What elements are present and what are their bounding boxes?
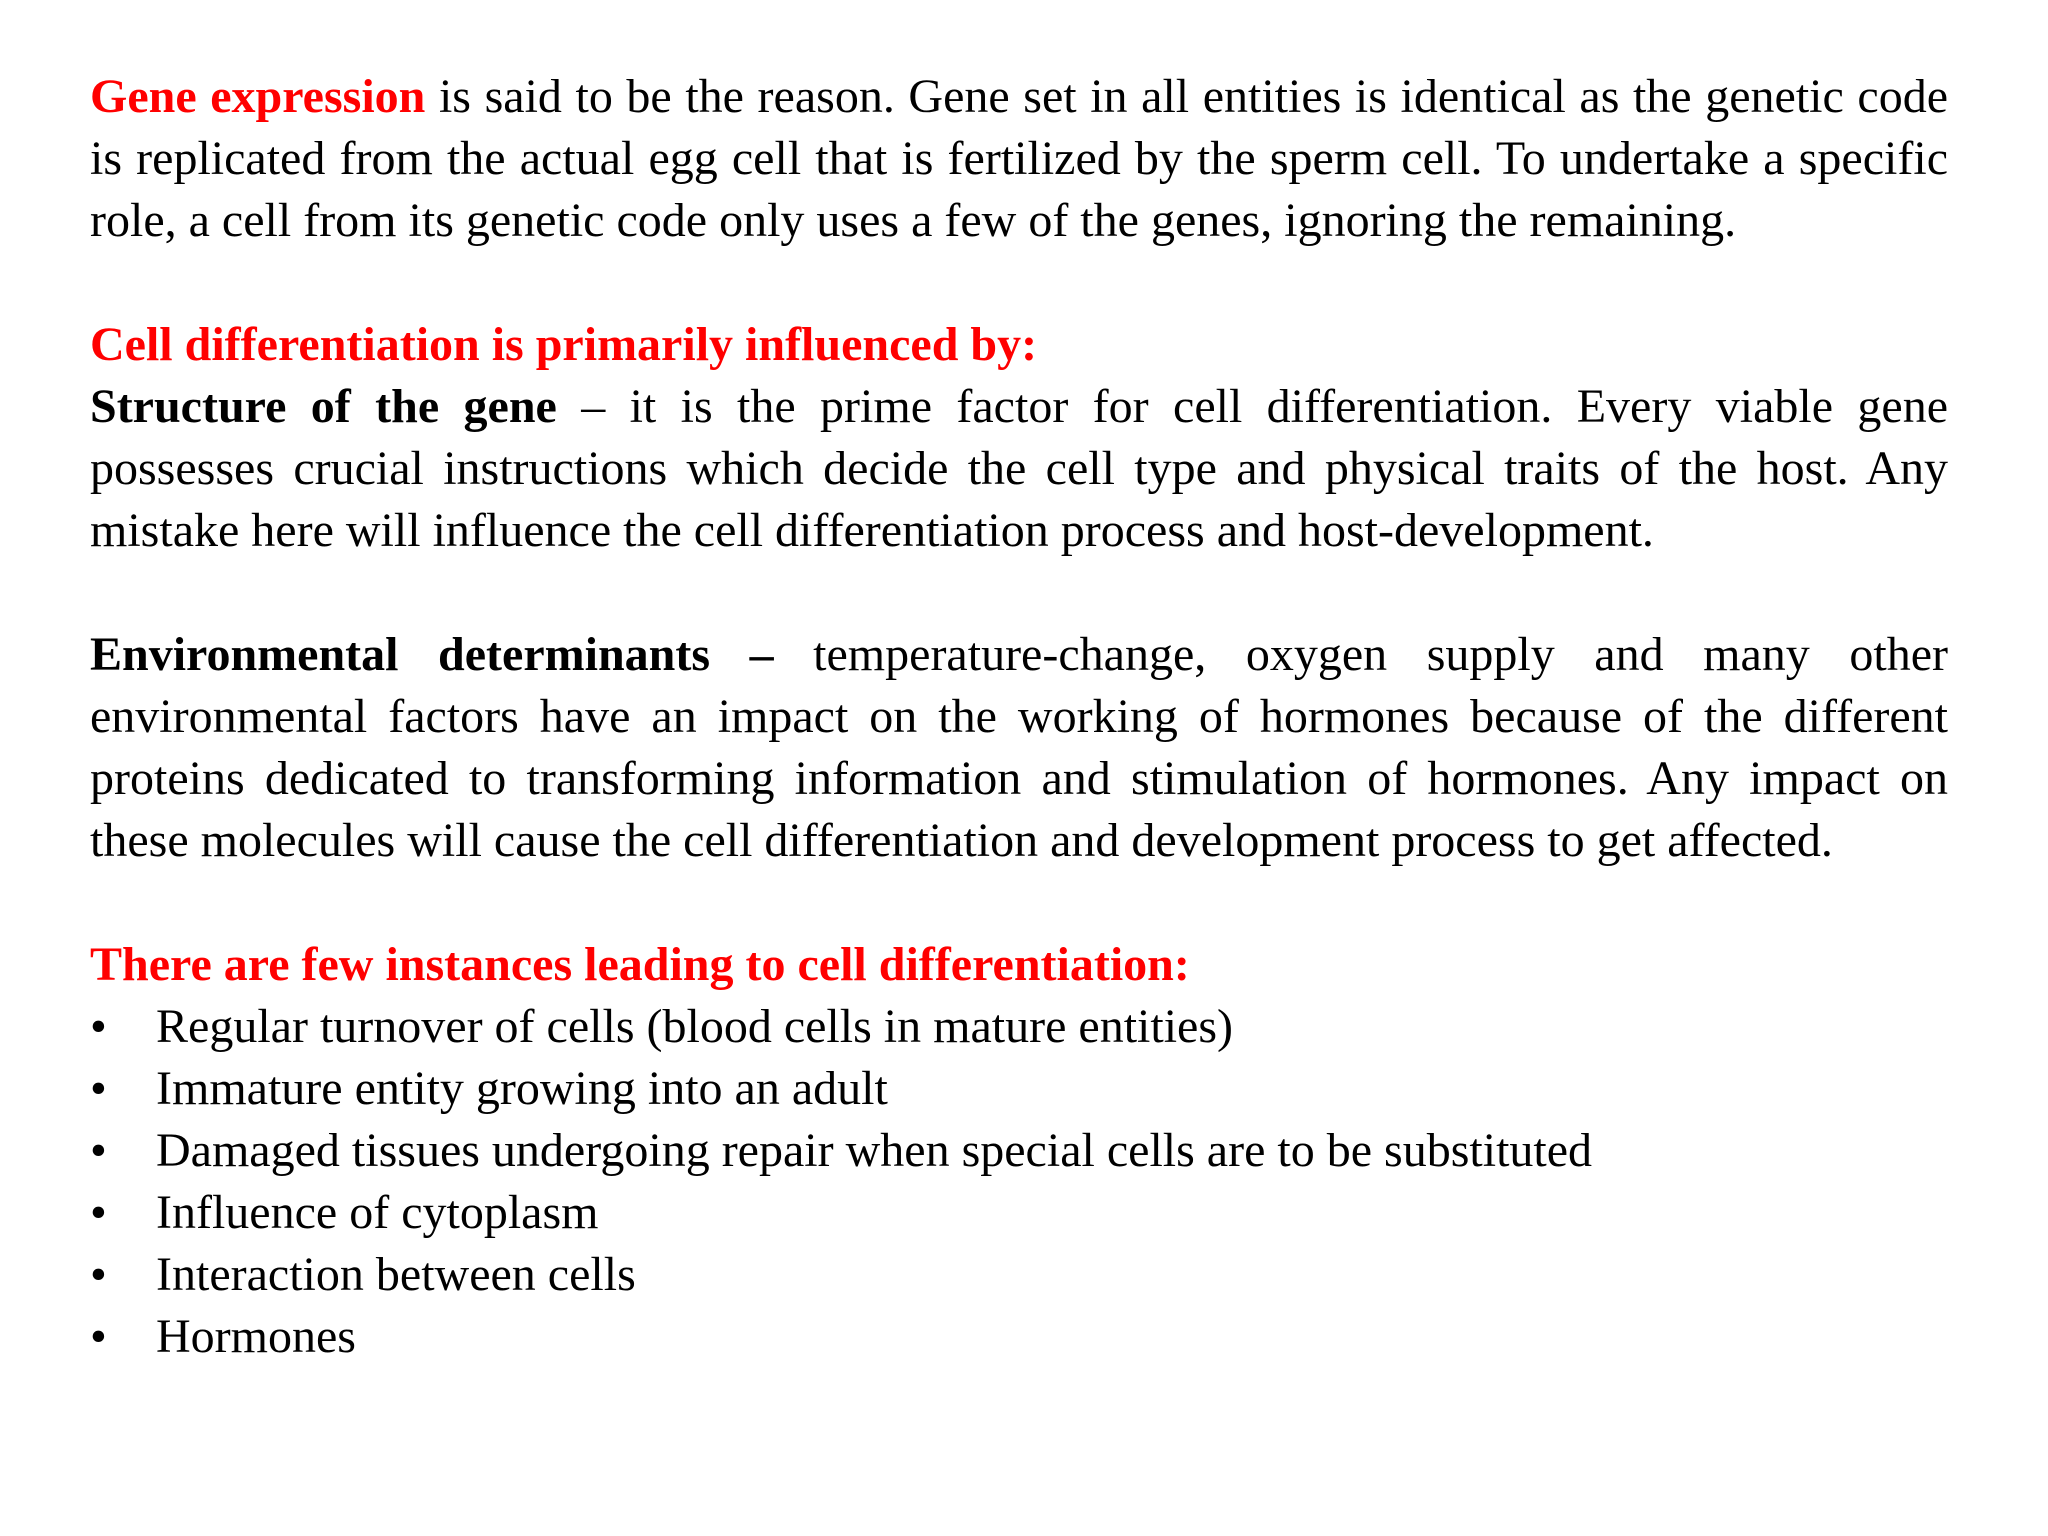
gene-expression-term: Gene expression xyxy=(90,70,426,123)
instances-heading: There are few instances leading to cell differentiation: xyxy=(90,938,1190,991)
list-item xyxy=(90,1120,1948,1182)
environmental-text: temperature-change, oxygen supply and many other environmental factors have an impact on the working of hormones because of the different proteins dedicated to transforming information and stimulation of hormones. Any impact on these molecules will cause the cell differentiation and development process to get affected. xyxy=(90,628,1948,867)
list-item xyxy=(90,996,1948,1058)
list-item-text: Regular turnover of cells (blood cells in mature entities) xyxy=(156,1000,1233,1053)
list-item-text: Influence of cytoplasm xyxy=(156,1186,599,1239)
list-item xyxy=(90,1306,1948,1368)
list-item-text: Interaction between cells xyxy=(156,1248,636,1301)
gene-expression-text: is said to be the reason. Gene set in all entities is identical as the genetic code is replicated from the actual egg cell that is fertilized by the sperm cell. To undertake a specific role, a cell from its genetic code only uses a few of the genes, ignoring the remaining. xyxy=(90,70,1948,247)
bullet-icon: • xyxy=(90,1248,107,1301)
spacer xyxy=(90,252,1948,314)
influences-heading: Cell differentiation is primarily influenced by: xyxy=(90,318,1038,371)
bullet-icon: • xyxy=(90,1310,107,1363)
list-item-text: Damaged tissues undergoing repair when special cells are to be substituted xyxy=(156,1124,1593,1177)
spacer xyxy=(90,562,1948,624)
slide-content xyxy=(90,66,1948,1368)
environmental-term: Environmental determinants – xyxy=(90,628,774,681)
list-item xyxy=(90,1058,1948,1120)
environmental-paragraph xyxy=(90,624,1948,872)
gene-structure-term: Structure of the gene xyxy=(90,380,557,433)
bullet-icon: • xyxy=(90,1000,107,1053)
instances-list xyxy=(90,996,1948,1368)
list-item-text: Immature entity growing into an adult xyxy=(156,1062,888,1115)
list-item-text: Hormones xyxy=(156,1310,356,1363)
bullet-icon: • xyxy=(90,1124,107,1177)
gene-structure-text: – it is the prime factor for cell differentiation. Every viable gene possesses crucial instructions which decide the cell type and physical traits of the host. Any mistake here will influence the cell differentiation process and host-development. xyxy=(90,380,1948,557)
bullet-icon: • xyxy=(90,1186,107,1239)
list-item xyxy=(90,1182,1948,1244)
spacer xyxy=(90,872,1948,934)
gene-structure-paragraph xyxy=(90,376,1948,562)
gene-expression-paragraph xyxy=(90,66,1948,252)
bullet-icon: • xyxy=(90,1062,107,1115)
list-item xyxy=(90,1244,1948,1306)
